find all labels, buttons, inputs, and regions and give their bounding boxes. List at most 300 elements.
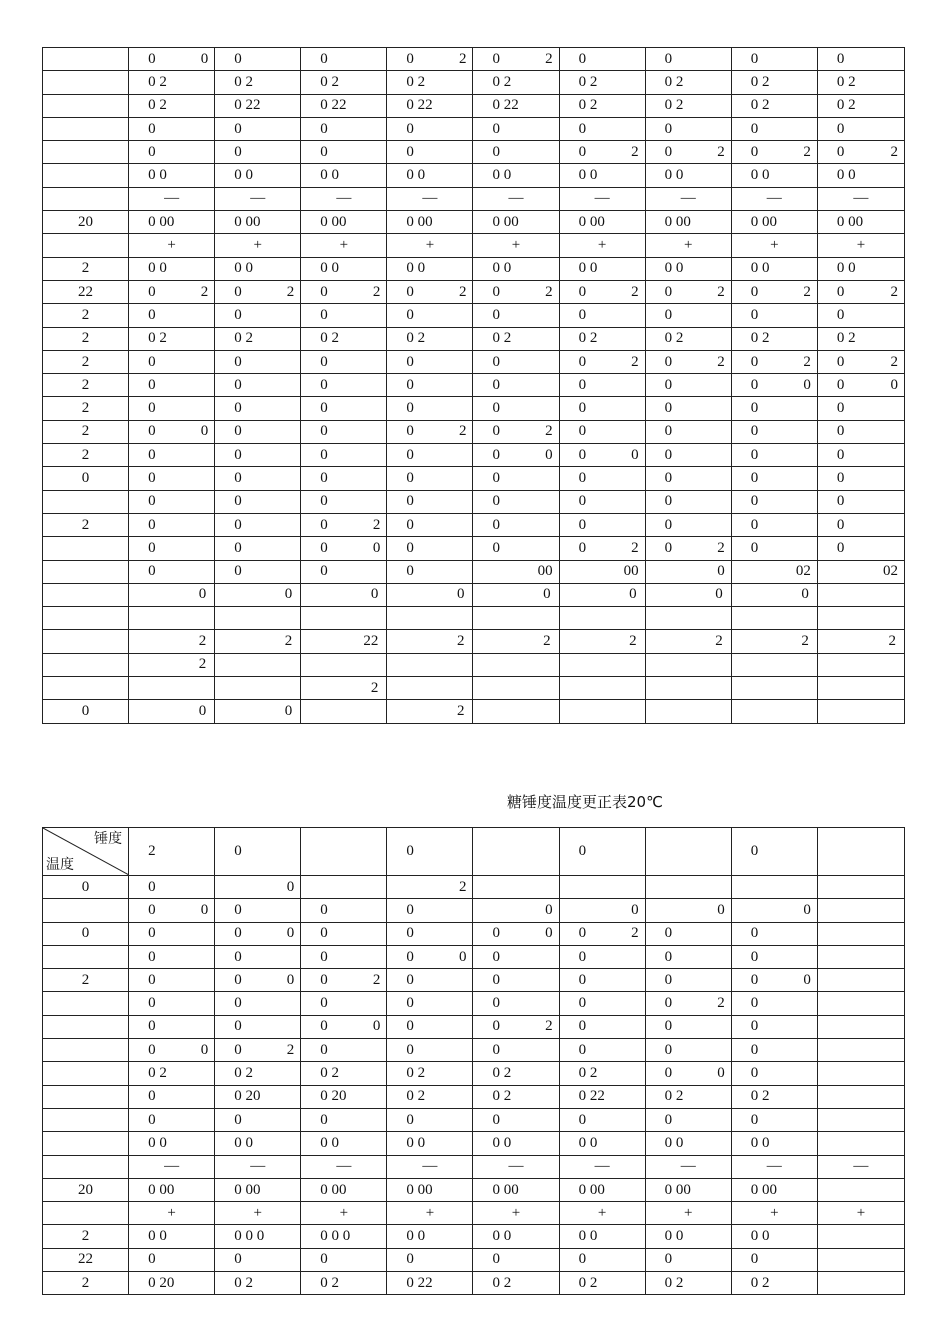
cell-pair [215, 448, 300, 463]
table-cell [731, 187, 817, 210]
cell-pair [215, 950, 300, 965]
cell-pair [560, 1043, 645, 1058]
cell-value-left: 0 2 [664, 1088, 684, 1105]
table-cell [645, 560, 731, 583]
cell-pair [560, 1229, 645, 1244]
cell-value-left: 0 2 [234, 330, 253, 347]
cell-value-left: 0 [664, 423, 673, 440]
cell-pair [732, 145, 817, 160]
row-label: 2 [81, 376, 90, 393]
cell-value-left: 0 2 [320, 1274, 340, 1291]
cell-value-left: 0 [578, 353, 587, 370]
cell-value-left: 0 [234, 539, 242, 556]
cell-value-left: 0 2 [836, 73, 856, 90]
cell-pair [387, 1229, 472, 1244]
cell-value-left: 0 [320, 50, 328, 67]
cell-pair [129, 1043, 214, 1058]
sign-symbol: + [425, 237, 435, 254]
table-cell [387, 117, 473, 140]
cell-value-left: 0 2 [492, 1274, 512, 1291]
cell-value-right: 2 [717, 539, 725, 556]
cell-pair [646, 926, 731, 941]
cell-value-right: 0 [286, 925, 295, 942]
cell-value-left: 0 00 [750, 213, 777, 230]
cell-pair [129, 494, 214, 509]
cell-value-left: 0 0 [406, 1228, 426, 1245]
cell-value-left: 0 [148, 306, 156, 323]
cell-pair [646, 52, 731, 67]
table-cell [215, 513, 301, 536]
cell-pair [387, 75, 472, 90]
table-cell [215, 444, 301, 467]
cell-pair [732, 926, 817, 941]
cell-value-right: 2 [890, 283, 898, 300]
cell-pair [560, 378, 645, 393]
cell-value-left: 0 [836, 446, 845, 463]
table-cell [215, 490, 301, 513]
table-cell [559, 48, 645, 71]
table-cell [645, 1062, 731, 1085]
cell-value-left: 0 [750, 539, 759, 556]
table-cell [387, 1272, 473, 1295]
cell-pair [387, 1089, 472, 1104]
table-cell [387, 71, 473, 94]
cell-pair [473, 52, 558, 67]
table-cell [129, 1085, 215, 1108]
table-cell [645, 1015, 731, 1038]
cell-value-left: 0 0 [750, 1228, 770, 1245]
row-label-cell [43, 1132, 129, 1155]
cell-value-left: 0 [406, 143, 414, 160]
cell-value-left: 0 [578, 539, 587, 556]
cell-pair [215, 1252, 300, 1267]
cell-value-left: 0 [664, 516, 673, 533]
table-cell [129, 1202, 215, 1225]
table-cell [559, 899, 645, 922]
cell-pair [473, 541, 558, 556]
cell-pair [473, 950, 558, 965]
sign-symbol: — [766, 190, 782, 207]
cell-pair [560, 168, 645, 183]
sign-symbol: — [680, 190, 696, 207]
cell-pair [732, 494, 817, 509]
cell-pair [560, 973, 645, 988]
table-row [43, 1225, 905, 1248]
table-cell [473, 1248, 559, 1271]
cell-pair [473, 494, 558, 509]
row-label-cell [43, 164, 129, 187]
cell-pair [215, 308, 300, 323]
cell-pair [301, 331, 386, 346]
table-cell [731, 234, 817, 257]
cell-pair [732, 308, 817, 323]
table-cell [301, 1272, 387, 1295]
table-cell [301, 1015, 387, 1038]
cell-value-left: 0 2 [664, 97, 684, 114]
cell-value-left: 0 22 [578, 1088, 605, 1105]
cell-pair [215, 518, 300, 533]
cell-value-left: 0 0 0 [320, 1228, 351, 1245]
header-value: 0 [406, 843, 414, 859]
cell-pair [387, 541, 472, 556]
sign-symbol: — [250, 1158, 266, 1175]
cell-value-left: 0 [148, 563, 156, 580]
table-cell [645, 211, 731, 234]
cell-value-right: 0 [286, 971, 295, 988]
table-cell [559, 94, 645, 117]
cell-pair [732, 1252, 817, 1267]
row-label-cell [43, 141, 129, 164]
cell-pair [473, 448, 558, 463]
cell-pair [473, 401, 558, 416]
cell-value-left: 0 0 [406, 260, 426, 277]
table-cell [301, 327, 387, 350]
table-cell [817, 141, 904, 164]
cell-pair [301, 261, 386, 276]
table-cell [817, 1225, 904, 1248]
table-cell [129, 420, 215, 443]
table-cell [731, 304, 817, 327]
table-cell [387, 304, 473, 327]
cell-value-left: 0 [234, 376, 242, 393]
cell-value-left: 0 [750, 143, 759, 160]
cell-pair [301, 98, 386, 113]
cell-pair [129, 215, 214, 230]
cell-value-left: 0 0 [664, 1228, 684, 1245]
cell-pair [301, 122, 386, 137]
table-cell [129, 187, 215, 210]
table-cell [129, 234, 215, 257]
cell-pair [301, 926, 386, 941]
table-cell [215, 234, 301, 257]
cell-value-left: 0 2 [406, 1088, 426, 1105]
cell-value: 0 [284, 702, 293, 719]
cell-value-left: 0 [148, 120, 156, 137]
table-cell [473, 374, 559, 397]
table-cell [731, 327, 817, 350]
cell-value-left: 0 [234, 971, 242, 988]
table-cell [387, 1015, 473, 1038]
table-cell [559, 1272, 645, 1295]
cell-pair [560, 1136, 645, 1151]
table-cell [645, 490, 731, 513]
table-cell [817, 350, 904, 373]
cell-pair [732, 518, 817, 533]
table-cell [301, 1248, 387, 1271]
table-cell [215, 876, 301, 899]
table-row [43, 397, 905, 420]
cell-value-left: 0 [406, 50, 414, 67]
cell-pair [129, 1252, 214, 1267]
cell-value: 2 [198, 633, 207, 650]
table-cell [129, 992, 215, 1015]
cell-value-right: 2 [631, 283, 639, 300]
cell-value-left: 0 [492, 948, 500, 965]
table-cell [387, 257, 473, 280]
cell-value-left: 0 [320, 493, 328, 510]
table-cell [301, 304, 387, 327]
cell-pair [646, 355, 731, 370]
cell-pair [215, 75, 300, 90]
cell-value-left: 0 [578, 1251, 587, 1268]
table-cell [129, 969, 215, 992]
row-label-cell [43, 397, 129, 420]
table-cell [645, 327, 731, 350]
table-cell [559, 397, 645, 420]
table-cell [559, 374, 645, 397]
table-cell [645, 257, 731, 280]
table-cell [301, 234, 387, 257]
table-cell [473, 1132, 559, 1155]
cell-value-left: 0 [148, 516, 156, 533]
table-row [43, 444, 905, 467]
table-cell [387, 211, 473, 234]
cell-value-left: 0 [492, 469, 500, 486]
table-cell [817, 1062, 904, 1085]
cell-value-left: 0 0 [836, 167, 856, 184]
cell-value-left: 0 [234, 446, 242, 463]
cell-pair [129, 564, 214, 579]
cell-pair [560, 52, 645, 67]
table-cell [301, 490, 387, 513]
table-cell [731, 397, 817, 420]
cell-value-left: 0 [750, 446, 759, 463]
cell-value-right: 02 [795, 563, 811, 580]
table-cell [129, 1155, 215, 1178]
table-row [43, 117, 905, 140]
row-label-cell [43, 945, 129, 968]
cell-pair [560, 98, 645, 113]
cell-value-left: 0 [234, 143, 242, 160]
table-cell [129, 1132, 215, 1155]
table-cell [645, 280, 731, 303]
cell-pair [129, 261, 214, 276]
table-cell [301, 513, 387, 536]
cell-pair [301, 215, 386, 230]
cell-pair [473, 564, 558, 579]
cell-value-left: 0 [492, 1111, 500, 1128]
cell-value: 0 [456, 586, 465, 603]
table-cell [215, 211, 301, 234]
table-cell [387, 1108, 473, 1131]
cell-pair [732, 950, 817, 965]
table-cell [817, 164, 904, 187]
cell-pair [732, 564, 817, 579]
sign-symbol: — [164, 190, 180, 207]
cell-pair [818, 564, 904, 579]
table-cell [215, 1225, 301, 1248]
table-cell [817, 653, 904, 676]
cell-pair [560, 950, 645, 965]
table-cell [387, 700, 473, 723]
table-cell [215, 117, 301, 140]
cell-pair [301, 285, 386, 300]
table-cell [817, 397, 904, 420]
cell-pair [215, 1136, 300, 1151]
cell-pair [646, 1229, 731, 1244]
table-cell [817, 211, 904, 234]
cell-pair [387, 1252, 472, 1267]
table-cell [731, 992, 817, 1015]
table-cell [387, 945, 473, 968]
table-cell [559, 1132, 645, 1155]
table-cell [731, 1202, 817, 1225]
table-cell [731, 899, 817, 922]
cell-pair [560, 1276, 645, 1291]
cell-value-left: 0 2 [492, 73, 512, 90]
cell-value-left: 0 2 [750, 330, 770, 347]
table-cell [645, 992, 731, 1015]
table-cell [817, 630, 904, 653]
table-cell [387, 1178, 473, 1201]
cell-value-left: 0 [750, 306, 759, 323]
table-cell [645, 164, 731, 187]
table-cell [817, 1202, 904, 1225]
table-row [43, 327, 905, 350]
table-cell [387, 1248, 473, 1271]
cell-value-left: 0 [750, 376, 759, 393]
cell-pair [473, 973, 558, 988]
cell-value-left: 0 00 [750, 1181, 777, 1198]
cell-value-right: 0 [717, 901, 725, 918]
cell-value-left: 0 [578, 283, 587, 300]
table-cell [731, 677, 817, 700]
cell-pair [129, 903, 214, 918]
cell-value-left: 0 [492, 423, 500, 440]
cell-value-left: 0 [234, 1018, 242, 1035]
table-cell [731, 560, 817, 583]
row-label-cell [43, 969, 129, 992]
table-cell [817, 1085, 904, 1108]
cell-pair [387, 1019, 472, 1034]
table-cell [817, 280, 904, 303]
cell-pair [387, 1276, 472, 1291]
table-cell [129, 350, 215, 373]
cell-value-left: 0 [750, 423, 759, 440]
cell-pair [732, 168, 817, 183]
table-cell [301, 899, 387, 922]
cell-value-left: 0 [750, 1251, 759, 1268]
table-cell [387, 350, 473, 373]
cell-value-left: 0 [578, 120, 587, 137]
cell-pair [473, 215, 558, 230]
cell-value-left: 0 [578, 1018, 587, 1035]
cell-value-left: 0 [148, 925, 156, 942]
cell-value-left: 0 [320, 971, 328, 988]
table-cell [215, 1108, 301, 1131]
cell-value: 2 [198, 656, 207, 673]
cell-pair [818, 518, 904, 533]
row-label-cell [43, 420, 129, 443]
table-cell [645, 1155, 731, 1178]
table-cell [817, 700, 904, 723]
table-cell [645, 1225, 731, 1248]
cell-value-left: 0 0 0 [234, 1228, 265, 1245]
cell-value-left: 0 [750, 493, 759, 510]
table-row [43, 876, 905, 899]
table-cell [559, 1225, 645, 1248]
table-cell [301, 1225, 387, 1248]
cell-pair [215, 1043, 300, 1058]
cell-value-left: 0 [234, 400, 242, 417]
row-label: 2 [81, 516, 90, 533]
cell-value-right: 2 [631, 353, 639, 370]
row-label-cell [43, 876, 129, 899]
cell-pair [387, 215, 472, 230]
cell-value-left: 0 00 [492, 213, 519, 230]
sign-symbol: — [422, 1158, 438, 1175]
cell-value-left: 0 [492, 446, 500, 463]
table-cell [387, 876, 473, 899]
cell-pair [301, 950, 386, 965]
cell-pair [732, 424, 817, 439]
sign-symbol: + [856, 1204, 866, 1221]
cell-value-left: 0 [664, 925, 673, 942]
cell-value-left: 0 [492, 925, 500, 942]
sign-symbol: + [253, 1204, 262, 1221]
cell-pair [732, 215, 817, 230]
table-cell [301, 280, 387, 303]
cell-pair [646, 98, 731, 113]
cell-pair [129, 98, 214, 113]
table-cell [129, 677, 215, 700]
table-cell [215, 922, 301, 945]
cell-pair [215, 1113, 300, 1128]
cell-pair [646, 1252, 731, 1267]
cell-value-left: 0 [578, 50, 587, 67]
row-label-cell [43, 653, 129, 676]
table-row [43, 490, 905, 513]
table-row [43, 607, 905, 630]
cell-value-left: 0 [836, 400, 845, 417]
cell-value-left: 0 [148, 995, 156, 1012]
cell-value-left: 0 [492, 120, 500, 137]
cell-value-right: 2 [372, 516, 381, 533]
sign-symbol: + [683, 237, 693, 254]
cell-pair [732, 1043, 817, 1058]
cell-value-left: 0 [234, 901, 242, 918]
cell-pair [818, 122, 904, 137]
table-cell [645, 1085, 731, 1108]
corner-top-label: 锤度 [94, 831, 123, 847]
cell-pair [129, 1136, 214, 1151]
table-cell [731, 490, 817, 513]
cell-value-left: 0 [320, 563, 328, 580]
cell-value-left: 0 00 [148, 1181, 175, 1198]
cell-value-left: 0 20 [320, 1088, 347, 1105]
row-label-cell [43, 71, 129, 94]
cell-value-left: 0 00 [664, 213, 691, 230]
cell-value-right: 2 [458, 423, 467, 440]
cell-value-left: 0 2 [234, 1274, 253, 1291]
cell-pair [387, 903, 472, 918]
cell-value-left: 0 2 [578, 1065, 598, 1082]
cell-pair [646, 973, 731, 988]
cell-pair [646, 541, 731, 556]
table-cell [387, 1132, 473, 1155]
cell-value-left: 0 [148, 1018, 156, 1035]
table-row [43, 257, 905, 280]
table-row [43, 1062, 905, 1085]
table-row [43, 48, 905, 71]
cell-value-left: 0 [492, 353, 500, 370]
cell-value-left: 0 [664, 446, 673, 463]
cell-value-right: 2 [717, 283, 725, 300]
table-title: 糖锤度温度更正表20℃ [507, 793, 663, 811]
cell-value-left: 0 [320, 283, 328, 300]
cell-pair [301, 1019, 386, 1034]
cell-value-left: 0 0 [234, 167, 253, 184]
